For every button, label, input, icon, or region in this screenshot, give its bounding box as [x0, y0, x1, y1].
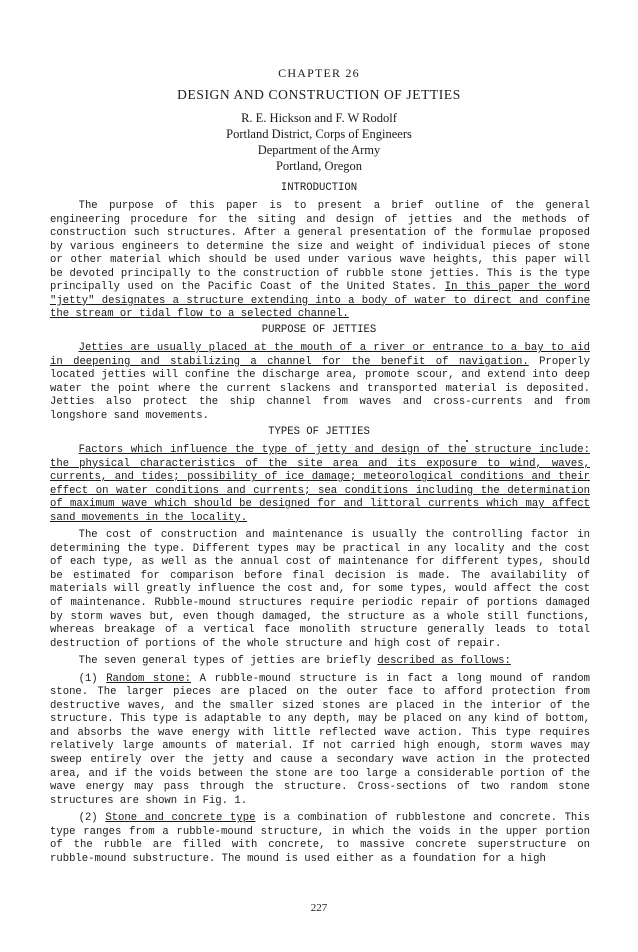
paragraph [50, 444, 590, 525]
item-number: (1) [78, 672, 98, 685]
purpose-lead: Jetties are usually placed at the mouth of a river or entrance to a bay to aid in deepening and stabilizing a channel for the benefit of navigation. [50, 342, 590, 368]
paragraph [50, 655, 590, 669]
stray-mark [466, 440, 468, 442]
author-affiliation: Portland District, Corps of Engineers [226, 127, 412, 141]
page-number: 227 [310, 902, 328, 914]
section-types [50, 444, 590, 866]
list-item [50, 812, 590, 866]
list-item [50, 673, 590, 808]
types-intro: The seven general types of jetties are briefly [78, 655, 378, 668]
item-text: is a combination of rubblestone and concrete. This type ranges from a rubble-mound structure, in which the voids in the upper portion of the rubble are filled with concrete, to massive concrete superstructure on rubble-mound substructure. The mound is used either as a foundation for a high [50, 812, 591, 865]
types-factors: Factors which influence the type of jetty and design of the structure include: the physical characteristics of the site area and its exposure to wind, waves, currents, and tides; possibility of ice damage; meteorological conditions and their effect on water conditions and currents; sea conditions including the determination of maximum wave which should be designed for and littoral currents which may affect sand movements in the locality. [50, 444, 590, 524]
purpose-text: Properly located jetties will confine the discharge area, promote scour, and extend into deep water the point where the current slackens and transported material is deposited. Jetties also protect the ship channel from waves and cross-currents and from longshore sand movements. [50, 355, 591, 422]
item-number: (2) [78, 812, 98, 825]
item-title: Random stone: [106, 672, 192, 685]
section-introduction [50, 200, 590, 322]
author-department: Department of the Army [257, 143, 381, 157]
section-purpose [50, 342, 590, 423]
item-text: A rubble-mound structure is in fact a long mound of random stone. The larger pieces are placed on the outer face to afford protection from destructive waves, and the smaller sized stones are placed in the interior of the structure. This type is adaptable to any depth, may be placed on any kind of bottom, and absorbs the wave energy with little reflected wave action. This type requires relatively large amounts of material. If not carried high enough, storm waves may sweep entirely over the jetty and cause a secondary wave action in the protected area, and if the voids between the stone are too large a considerable portion of the wave energy may pass through the structure. Cross-sections of two random stone structures are shown in Fig. 1. [50, 672, 590, 807]
paragraph [50, 342, 590, 423]
intro-text: The purpose of this paper is to present a brief outline of the general engineering procedure for the siting and design of jetties and the methods of construction such structures. After a general presentation of the formulae proposed by various engineers to determine the size and weight of individual pieces of stone or other material which should be used under various wave heights, this paper will be devoted principally to the construction of rubble stone jetties. This is the type principally used on the Pacific Coast of the United States. [50, 200, 590, 294]
chapter-label: CHAPTER 26 [278, 66, 360, 80]
types-cost: The cost of construction and maintenance is usually the controlling factor in determining the type. Different types may be practical in any locality and the cost of each type, as well as the annual cost of maintenance for different types, should be estimated for comparison before final decision is made. The availability of materials will greatly influence the cost and, for some types, would affect the cost of maintenance. Rubble-mound structures require periodic repair of portions damaged by storm waves but, even though damaged, the structure as a whole still functions, whereas breakage of a vertical face monolith structure generally leads to total destruction of portions of the whole structure and high cost of repair. [50, 529, 590, 650]
item-title: Stone and concrete type [105, 812, 256, 825]
intro-definition: In this paper the word "jetty" designates a structure extending into a body of water to direct and confine the stream or tidal flow to a selected channel. [50, 281, 590, 321]
author-names: R. E. Hickson and F. W Rodolf [241, 111, 397, 125]
author-block [0, 110, 638, 174]
section-heading-types: TYPES OF JETTIES [268, 426, 370, 438]
paragraph [50, 529, 590, 651]
paragraph [50, 200, 590, 322]
section-heading-introduction: INTRODUCTION [280, 182, 358, 194]
paper-title: DESIGN AND CONSTRUCTION OF JETTIES [177, 87, 461, 102]
types-intro-underlined: described as follows: [377, 655, 511, 668]
section-heading-purpose: PURPOSE OF JETTIES [261, 324, 377, 336]
author-location: Portland, Oregon [275, 159, 363, 173]
